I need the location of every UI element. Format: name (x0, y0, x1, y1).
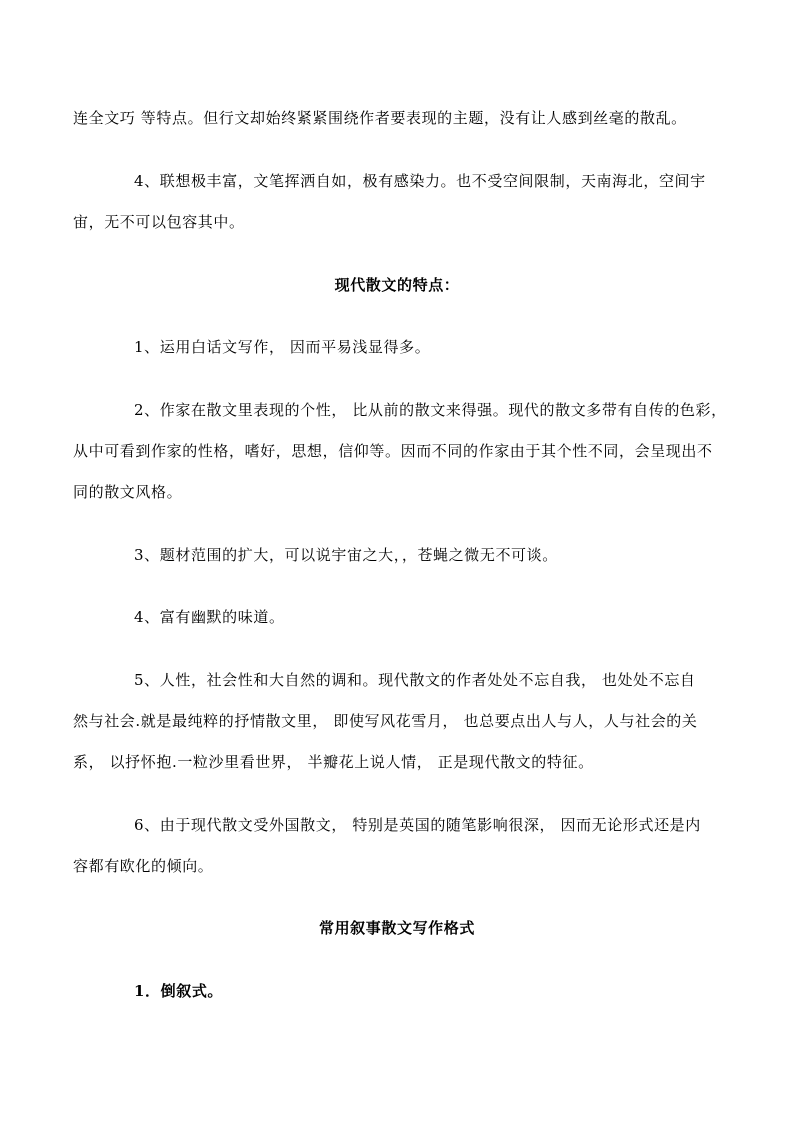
paragraph-line: 1、运用白话文写作， 因而平易浅显得多。 (134, 338, 431, 356)
paragraph-line: 宙，无不可以包容其中。 (73, 213, 245, 231)
paragraph-line: 2、作家在散文里表现的个性， 比从前的散文来得强。现代的散文多带有自传的色彩， (134, 401, 727, 419)
section-heading: 现代散文的特点： (334, 276, 460, 294)
paragraph-line: 从中可看到作家的性格，嗜好，思想，信仰等。因而不同的作家由于其个性不同，会呈现出不 (73, 442, 713, 460)
sub-heading: 1．倒叙式。 (134, 982, 224, 1000)
section-heading: 常用叙事散文写作格式 (318, 919, 475, 937)
paragraph-line: 6、由于现代散文受外国散文， 特别是英国的随笔影响很深， 因而无论形式还是内 (134, 816, 701, 834)
paragraph-line: 4、富有幽默的味道。 (134, 608, 285, 626)
paragraph-line: 5、人性，社会性和大自然的调和。现代散文的作者处处不忘自我， 也处处不忘自 (134, 671, 696, 689)
paragraph-line: 同的散文风格。 (73, 483, 183, 501)
paragraph-line: 连全文巧 等特点。但行文却始终紧紧围绕作者要表现的主题，没有让人感到丝毫的散乱。 (73, 109, 687, 127)
paragraph-line: 4、联想极丰富，文笔挥洒自如，极有感染力。也不受空间限制，天南海北，空间宇 (134, 172, 706, 190)
paragraph-line: 容都有欧化的倾向。 (73, 857, 214, 875)
paragraph-line: 系， 以抒怀抱.一粒沙里看世界， 半瓣花上说人情， 正是现代散文的特征。 (73, 753, 594, 771)
paragraph-line: 然与社会.就是最纯粹的抒情散文里， 即使写风花雪月， 也总要点出人与人，人与社会的关 (73, 712, 698, 730)
paragraph-line: 3、题材范围的扩大，可以说宇宙之大，，苍蝇之微无不可谈。 (134, 546, 558, 564)
